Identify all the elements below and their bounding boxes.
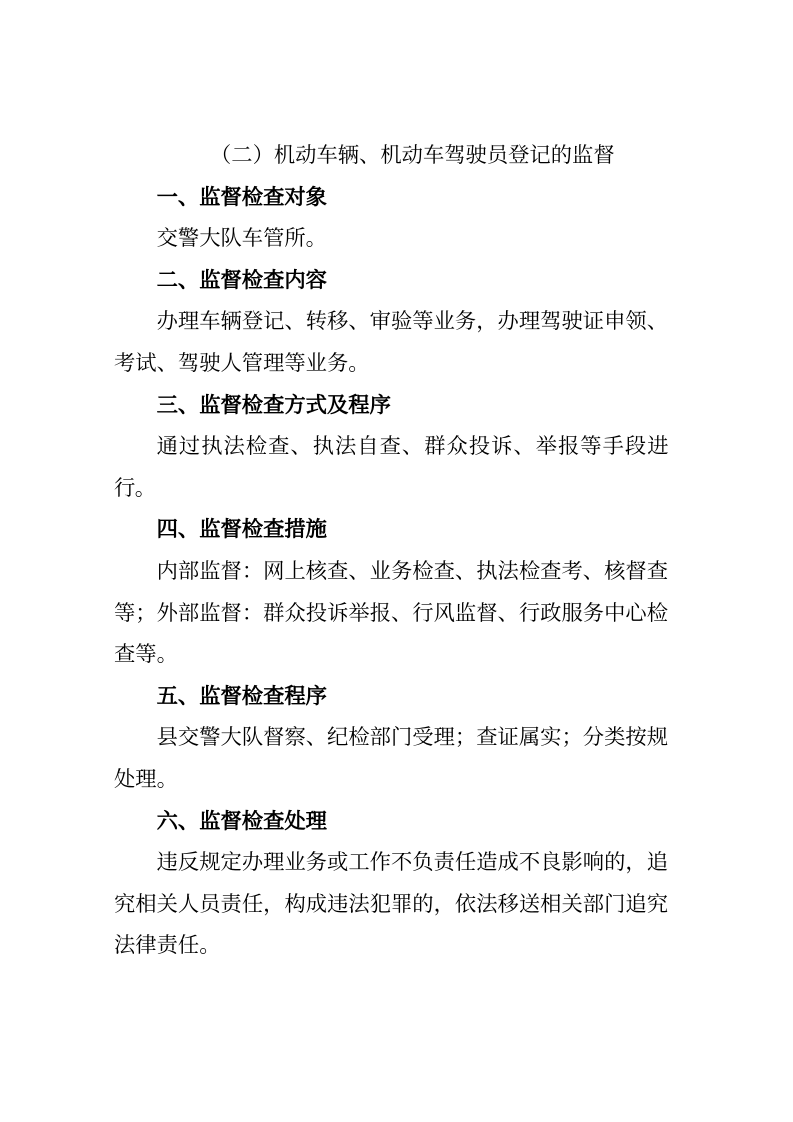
section-5-heading: 五、监督检查程序 (156, 683, 327, 708)
section-4-paragraph: 内部监督：网上核查、业务检查、执法检查考、核督查等；外部监督：群众投诉举报、行风监督、行政服务中心检查等。 (114, 558, 668, 667)
section-1 (114, 177, 668, 260)
section-3-heading: 三、监督检查方式及程序 (156, 392, 391, 417)
section-4-heading: 四、监督检查措施 (156, 517, 327, 542)
section-3 (114, 385, 668, 510)
section-6-heading: 六、监督检查处理 (156, 808, 327, 833)
section-5-paragraph: 县交警大队督察、纪检部门受理；查证属实；分类按规处理。 (114, 725, 668, 791)
section-6 (114, 801, 668, 967)
section-2-heading: 二、监督检查内容 (156, 267, 327, 292)
section-2-paragraph: 办理车辆登记、转移、审验等业务，办理驾驶证申领、考试、驾驶人管理等业务。 (114, 309, 668, 375)
section-2 (114, 260, 668, 385)
section-4 (114, 509, 668, 675)
section-1-paragraph: 交警大队车管所。 (156, 226, 327, 251)
section-5 (114, 676, 668, 801)
section-1-heading: 一、监督检查对象 (156, 184, 327, 209)
document-title: （二）机动车辆、机动车驾驶员登记的监督 (209, 143, 615, 167)
section-3-paragraph: 通过执法检查、执法自查、群众投诉、举报等手段进行。 (114, 434, 668, 500)
section-6-paragraph: 违反规定办理业务或工作不负责任造成不良影响的，追究相关人员责任，构成违法犯罪的，依法移送相关部门追究法律责任。 (114, 850, 668, 958)
